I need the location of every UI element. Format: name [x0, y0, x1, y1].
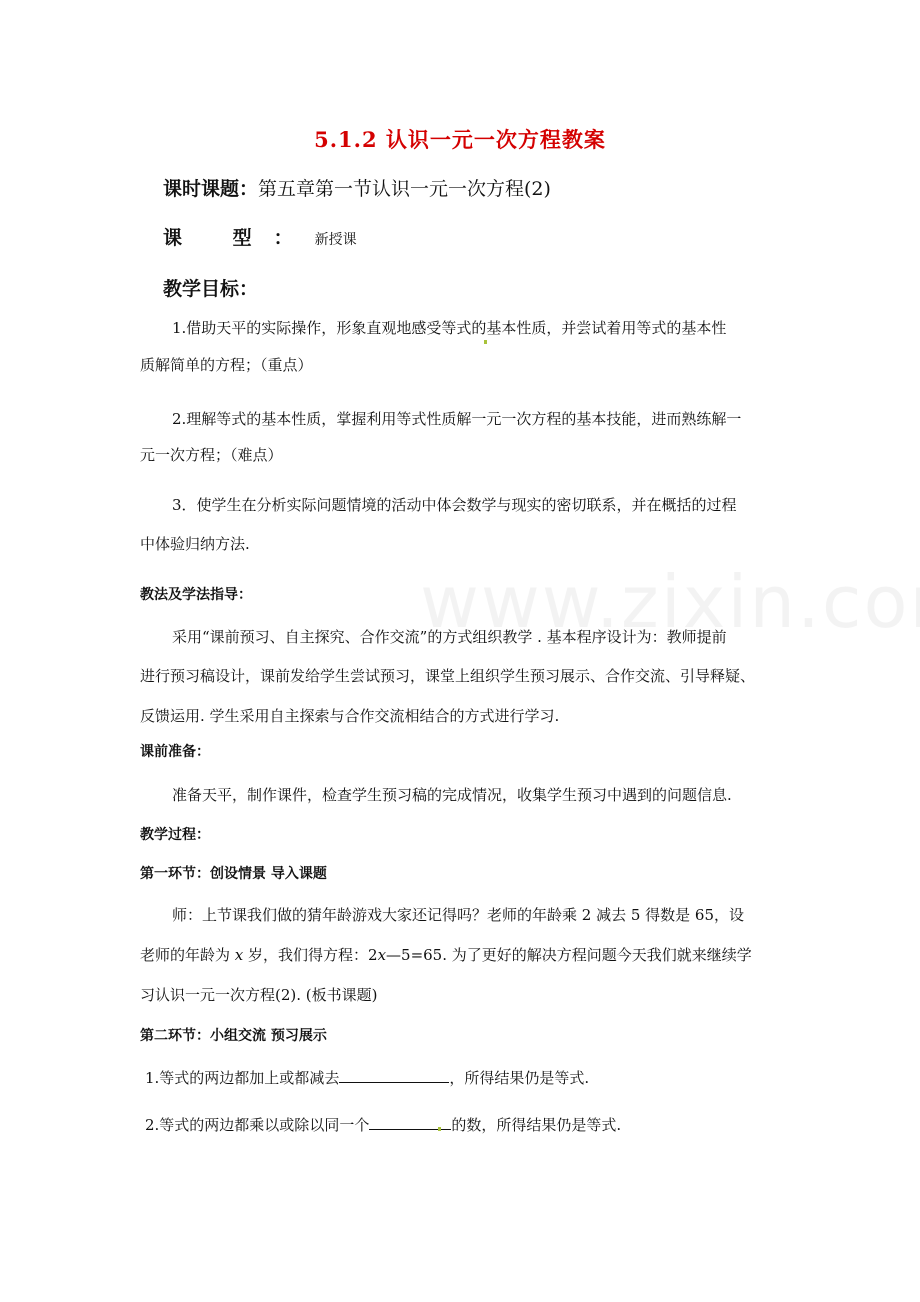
- lesson-type: [163, 223, 357, 250]
- method-line-1: 采用“课前预习、自主探究、合作交流”的方式组织教学 . 基本程序设计为：教师提前: [172, 628, 727, 646]
- question-2-text-a: 2.等式的两边都乘以或除以同一个: [145, 1116, 370, 1134]
- process-heading: 教学过程：: [140, 827, 210, 843]
- speck-mark: [484, 340, 487, 344]
- lesson-value: 第五章第一节认识一元一次方程(2): [258, 178, 551, 200]
- section-1-heading: 第一环节：创设情景 导入课题: [140, 866, 327, 882]
- goal-1-line-2: 质解简单的方程；（重点）: [140, 356, 313, 374]
- variable-x: x: [234, 946, 244, 964]
- goal-1-line-1: 1.借助天平的实际操作，形象直观地感受等式的基本性质，并尝试着用等式的基本性: [172, 319, 727, 337]
- text-run: 老师的年龄为: [140, 946, 235, 964]
- section-1-line-2: [140, 940, 752, 970]
- section-1-line-1: 师：上节课我们做的猜年龄游戏大家还记得吗？老师的年龄乘 2 减去 5 得数是 65，设: [172, 906, 745, 924]
- question-2: [145, 1110, 621, 1140]
- type-value: 新授课: [314, 232, 357, 248]
- goal-2-line-2: 元一次方程；（难点）: [140, 446, 283, 464]
- method-heading: 教法及学法指导：: [140, 587, 252, 603]
- question-2-text-b: 的数，所得结果仍是等式.: [451, 1116, 622, 1134]
- question-1: [145, 1063, 589, 1093]
- answer-blank-1[interactable]: [339, 1068, 449, 1083]
- goals-heading: 教学目标：: [163, 278, 259, 300]
- goal-2-line-1: 2.理解等式的基本性质，掌握利用等式性质解一元一次方程的基本技能，进而熟练解一: [172, 410, 742, 428]
- text-run: —5=65. 为了更好的解决方程问题今天我们就来继续学: [386, 946, 752, 964]
- type-label: 课 型：: [163, 227, 315, 249]
- method-line-3: 反馈运用. 学生采用自主探索与合作交流相结合的方式进行学习.: [140, 707, 560, 725]
- goal-3-line-2: 中体验归纳方法.: [140, 535, 250, 553]
- section-2-heading: 第二环节：小组交流 预习展示: [140, 1028, 327, 1044]
- prep-heading: 课前准备：: [140, 744, 210, 760]
- lesson-topic: [163, 174, 551, 201]
- method-line-2: 进行预习稿设计，课前发给学生尝试预习，课堂上组织学生预习展示、合作交流、引导释疑、: [140, 667, 756, 685]
- prep-line-1: 准备天平，制作课件，检查学生预习稿的完成情况，收集学生预习中遇到的问题信息.: [172, 786, 732, 804]
- question-1-text-a: 1.等式的两边都加上或都减去: [145, 1069, 340, 1087]
- text-run: 岁，我们得方程：2: [243, 946, 378, 964]
- goal-3-line-1: 3．使学生在分析实际问题情境的活动中体会数学与现实的密切联系，并在概括的过程: [172, 496, 737, 514]
- section-1-line-3: 习认识一元一次方程(2). (板书课题): [140, 986, 378, 1004]
- document-title: 5.1.2 认识一元一次方程教案: [314, 127, 606, 152]
- lesson-label: 课时课题：: [163, 178, 259, 200]
- question-1-text-b: ，所得结果仍是等式.: [449, 1069, 590, 1087]
- speck-mark: [438, 1127, 441, 1131]
- variable-x: x: [377, 946, 387, 964]
